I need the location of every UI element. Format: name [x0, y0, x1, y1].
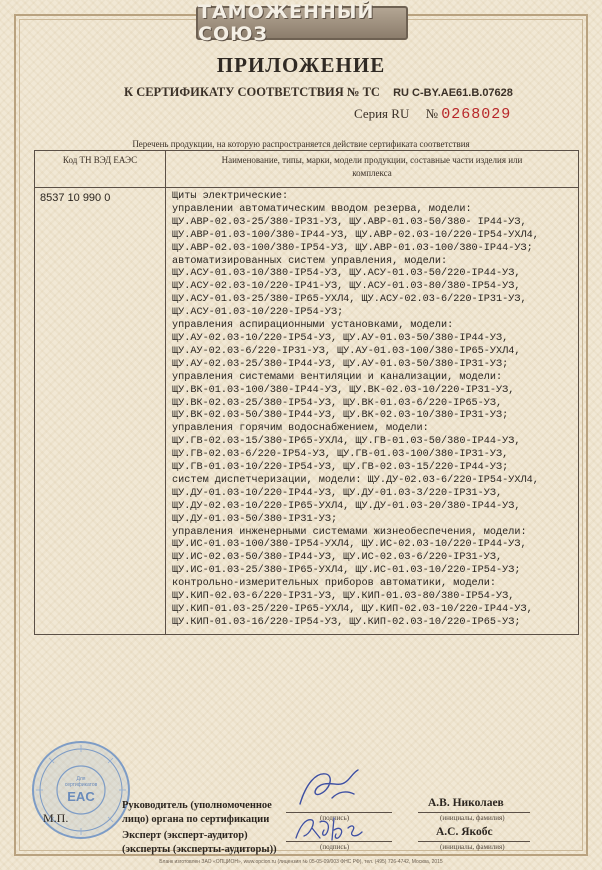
expert-signature: [290, 808, 374, 848]
description-line: ЩУ.АСУ-01.03-10/220-IP54-УЗ;: [172, 307, 344, 319]
description-line: ЩУ.КИП-01.03-25/220-IP65-УХЛ4, ЩУ.КИП-02.03-10/220-IP44-УЗ,: [172, 604, 533, 615]
customs-union-banner: ТАМОЖЕННЫЙ СОЮЗ: [196, 6, 408, 40]
series-line: [354, 106, 511, 123]
description-line: ЩУ.ДУ-01.03-10/220-IP44-УЗ, ЩУ.ДУ-01.03-3/220-IP31-УЗ,: [172, 487, 503, 499]
description-line: ЩУ.ИС-01.03-100/380-IP54-УХЛ4, ЩУ.ИС-02.03-10/220-IP44-УЗ,: [172, 539, 527, 551]
head-role-line2: лицо) органа по сертификации: [122, 814, 270, 825]
series-value: RU: [391, 106, 410, 121]
description-line: ЩУ.ВК-02.03-50/380-IP44-УЗ, ЩУ.ВК-02.03-10/380-IP31-УЗ;: [172, 410, 509, 422]
description-line: ЩУ.АУ-02.03-10/220-IP54-УЗ, ЩУ.АУ-01.03-50/380-IP44-УЗ,: [172, 332, 509, 344]
expert-name-line: [418, 841, 530, 842]
description-line: ЩУ.АУ-02.03-25/380-IP44-УЗ, ЩУ.АУ-01.03-50/380-IP31-УЗ;: [172, 358, 509, 370]
description-line: управления инженерными системами жизнеобеспечения, модели:: [172, 526, 527, 538]
expert-name-caption: (инициалы, фамилия): [440, 843, 505, 851]
products-table: [34, 150, 579, 635]
col-description-header-line1: Наименование, типы, марки, модели продукции, составные части изделия или: [221, 155, 523, 165]
certificate-prefix: К СЕРТИФИКАТУ СООТВЕТСТВИЯ № ТС: [124, 85, 380, 99]
description-line: ЩУ.ДУ-02.03-10/220-IP65-УХЛ4, ЩУ.ДУ-01.03-20/380-IP44-УЗ,: [172, 500, 521, 512]
seal-place-label: М.П.: [43, 811, 69, 825]
list-caption: Перечень продукции, на которую распространяется действие сертификата соответствия: [132, 139, 470, 149]
description-line: ЩУ.АСУ-01.03-25/380-IP65-УХЛ4, ЩУ.АСУ-02.03-6/220-IP31-УЗ,: [172, 294, 527, 306]
expert-signature-caption: (подпись): [320, 843, 350, 851]
stamp-text-line2: сертификатов: [64, 782, 98, 788]
number-label: №: [425, 106, 439, 121]
description-line: управления аспирационными установками, модели:: [172, 320, 454, 332]
description-line: автоматизированных систем управления, модели:: [172, 255, 448, 267]
head-signature: [292, 764, 366, 814]
description-line: ЩУ.КИП-02.03-6/220-IP31-УЗ, ЩУ.КИП-01.03-80/380-IP54-УЗ,: [172, 591, 515, 603]
head-name-caption: (инициалы, фамилия): [440, 814, 505, 822]
description-line: ЩУ.АСУ-02.03-10/220-IP41-УЗ, ЩУ.АСУ-01.03-80/380-IP54-УЗ,: [172, 281, 521, 293]
hs-code-cell: 8537 10 990 0: [35, 188, 166, 635]
head-role-line1: Руководитель (уполномоченное: [122, 800, 272, 811]
description-line: ЩУ.ГВ-01.03-10/220-IP54-УЗ, ЩУ.ГВ-02.03-15/220-IP44-УЗ;: [172, 462, 509, 474]
col-code-header: Код ТН ВЭД ЕАЭС: [35, 151, 166, 188]
head-signature-caption: (подпись): [320, 814, 350, 822]
table-row: [35, 188, 579, 635]
description-line: ЩУ.ВК-02.03-25/380-IP54-УЗ, ЩУ.ВК-01.03-6/220-IP65-УЗ,: [172, 397, 503, 409]
description-line: ЩУ.АВР-02.03-100/380-IP54-УЗ, ЩУ.АВР-01.03-100/380-IP44-УЗ;: [172, 242, 533, 254]
head-name: А.В. Николаев: [428, 797, 504, 809]
col-description-header-line2: комплекса: [352, 168, 392, 178]
series-label: Серия: [354, 106, 389, 121]
description-line: ЩУ.АУ-02.03-6/220-IP31-УЗ, ЩУ.АУ-01.03-100/380-IP65-УХЛ4,: [172, 345, 521, 357]
expert-name: А.С. Якобс: [436, 826, 493, 838]
certificate-reference: [124, 85, 513, 100]
description-line: ЩУ.ИС-02.03-50/380-IP44-УЗ, ЩУ.ИС-02.03-6/220-IP31-УЗ,: [172, 552, 503, 564]
certificate-number: RU C-BY.AE61.B.07628: [393, 87, 513, 99]
head-role: [122, 799, 272, 827]
table-header-row: [35, 151, 579, 188]
description-line: ЩУ.ИС-01.03-25/380-IP65-УХЛ4, ЩУ.ИС-01.03-10/220-IP54-УЗ;: [172, 565, 521, 577]
expert-role-line2: (эксперты (эксперты-аудиторы)): [122, 844, 277, 855]
description-line: управлении автоматическим вводом резерва, модели:: [172, 203, 472, 215]
description-line: контрольно-измерительных приборов автоматики, модели:: [172, 578, 497, 590]
description-line: ЩУ.ГВ-02.03-15/380-IP65-УХЛ4, ЩУ.ГВ-01.03-50/380-IP44-УЗ,: [172, 436, 521, 448]
print-footer: Бланк изготовлен ЗАО «ОПЦИОН», www.opcion.ru (лицензия № 05-05-09/003 ФНС РФ), тел. (495) 726-4742, Москва, 2015: [159, 859, 443, 865]
stamp-text-line1: Для: [76, 776, 86, 782]
description-line: ЩУ.КИП-01.03-16/220-IP54-УЗ, ЩУ.КИП-02.03-10/220-IP65-УЗ;: [172, 616, 521, 628]
blank-number: 0268029: [441, 106, 512, 123]
description-line: управления горячим водоснабжением, модели:: [172, 423, 429, 435]
description-line: ЩУ.АСУ-01.03-10/380-IP54-УЗ, ЩУ.АСУ-01.03-50/220-IP44-УЗ,: [172, 268, 521, 280]
head-name-line: [418, 812, 530, 813]
col-description-header: [166, 151, 579, 188]
page-title: ПРИЛОЖЕНИЕ: [216, 53, 386, 77]
description-line: ЩУ.АВР-02.03-25/380-IP31-УЗ, ЩУ.АВР-01.03-50/380- IP44-УЗ,: [172, 216, 527, 228]
description-line: Щиты электрические:: [172, 191, 289, 202]
expert-role: [122, 829, 277, 857]
expert-role-line1: Эксперт (эксперт-аудитор): [122, 830, 248, 841]
description-cell: [166, 188, 579, 635]
description-line: управления системами вентиляции и канализации, модели:: [172, 371, 503, 383]
description-line: ЩУ.ВК-01.03-100/380-IP44-УЗ, ЩУ.ВК-02.03-10/220-IP31-УЗ,: [172, 384, 515, 396]
description-line: систем диспетчеризации, модели: ЩУ.ДУ-02.03-6/220-IP54-УХЛ4,: [172, 474, 539, 486]
description-line: ЩУ.ГВ-02.03-6/220-IP54-УЗ, ЩУ.ГВ-01.03-100/380-IP31-УЗ,: [172, 449, 509, 461]
description-line: ЩУ.ДУ-01.03-50/380-IP31-УЗ;: [172, 513, 338, 525]
eac-logo: EAC: [67, 789, 95, 804]
description-line: ЩУ.АВР-01.03-100/380-IP44-УЗ, ЩУ.АВР-02.03-10/220-IP54-УХЛ4,: [172, 229, 539, 241]
